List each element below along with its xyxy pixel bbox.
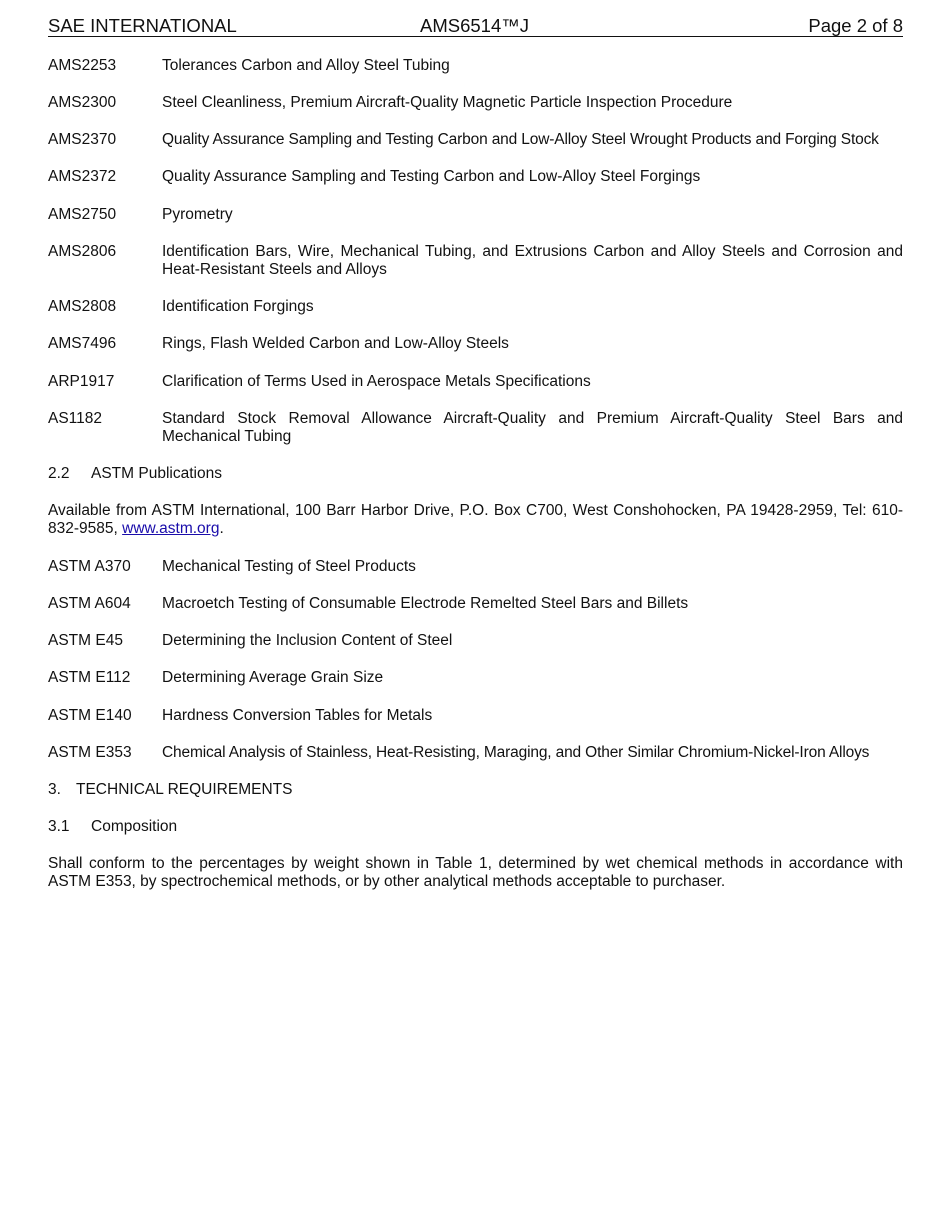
reference-title: Identification Forgings — [162, 298, 314, 315]
reference-code: ARP1917 — [48, 373, 115, 390]
reference-code: AMS2750 — [48, 206, 117, 223]
header-doc-number: AMS6514™J — [420, 15, 529, 36]
reference-code: ASTM E140 — [48, 707, 132, 724]
reference-code: ASTM A604 — [48, 595, 131, 612]
reference-title: Pyrometry — [162, 206, 233, 223]
section-number: 3.1 — [48, 818, 70, 835]
reference-code: AMS2253 — [48, 57, 117, 74]
section-heading — [48, 781, 903, 799]
reference-title: Rings, Flash Welded Carbon and Low-Alloy Steels — [162, 335, 509, 352]
reference-title: Quality Assurance Sampling and Testing Carbon and Low-Alloy Steel Wrought Products and Forging Stock — [162, 131, 879, 148]
reference-title: Steel Cleanliness, Premium Aircraft-Quality Magnetic Particle Inspection Procedure — [162, 94, 733, 111]
reference-code: AMS2808 — [48, 298, 117, 315]
reference-title: Macroetch Testing of Consumable Electrode Remelted Steel Bars and Billets — [162, 595, 689, 612]
reference-code: ASTM E45 — [48, 632, 123, 649]
reference-title: Mechanical Testing of Steel Products — [162, 558, 416, 575]
page-header — [48, 0, 903, 37]
section-title: ASTM Publications — [91, 465, 222, 482]
reference-title: Determining the Inclusion Content of Steel — [162, 632, 453, 649]
reference-code: AS1182 — [48, 410, 103, 427]
reference-code: AMS2300 — [48, 94, 117, 111]
section-heading — [48, 818, 903, 836]
reference-code: AMS2806 — [48, 243, 117, 260]
reference-code: ASTM A370 — [48, 558, 131, 575]
section-number: 2.2 — [48, 465, 70, 482]
availability-paragraph — [48, 502, 903, 538]
header-page-number: Page 2 of 8 — [808, 15, 903, 36]
reference-title: Hardness Conversion Tables for Metals — [162, 707, 433, 724]
section-title: TECHNICAL REQUIREMENTS — [76, 781, 293, 798]
reference-code: ASTM E112 — [48, 669, 131, 686]
section-number: 3. — [48, 781, 61, 798]
reference-title: Quality Assurance Sampling and Testing Carbon and Low-Alloy Steel Forgings — [162, 168, 701, 185]
reference-title: Standard Stock Removal Allowance Aircraft-Quality and Premium Aircraft-Quality Steel Bars and Mechanical Tubing — [162, 410, 903, 445]
reference-title: Chemical Analysis of Stainless, Heat-Resisting, Maraging, and Other Similar Chromium-Nickel-Iron Alloys — [162, 744, 870, 761]
astm-website-link[interactable]: www.astm.org — [122, 520, 220, 537]
reference-code: AMS2370 — [48, 131, 117, 148]
reference-title: Determining Average Grain Size — [162, 669, 384, 686]
reference-code: AMS2372 — [48, 168, 117, 185]
availability-suffix: . — [219, 520, 224, 537]
document-page — [48, 0, 903, 890]
availability-text: Available from ASTM International, 100 Barr Harbor Drive, P.O. Box C700, West Conshohocken, PA 19428-2959, Tel: 610-832-9585, — [48, 502, 903, 537]
section-heading — [48, 465, 903, 483]
reference-title: Identification Bars, Wire, Mechanical Tubing, and Extrusions Carbon and Alloy Steels and Corrosion and Heat-Resistant Steels and Alloys — [162, 243, 903, 278]
section-title: Composition — [91, 818, 178, 835]
reference-code: ASTM E353 — [48, 744, 132, 761]
reference-title: Tolerances Carbon and Alloy Steel Tubing — [162, 57, 450, 74]
reference-code: AMS7496 — [48, 335, 117, 352]
composition-paragraph: Shall conform to the percentages by weight shown in Table 1, determined by wet chemical methods in accordance with ASTM E353, by spectrochemical methods, or by other analytical methods acceptable to purchaser. — [48, 855, 903, 890]
header-org: SAE INTERNATIONAL — [48, 15, 237, 36]
reference-title: Clarification of Terms Used in Aerospace Metals Specifications — [162, 373, 591, 390]
